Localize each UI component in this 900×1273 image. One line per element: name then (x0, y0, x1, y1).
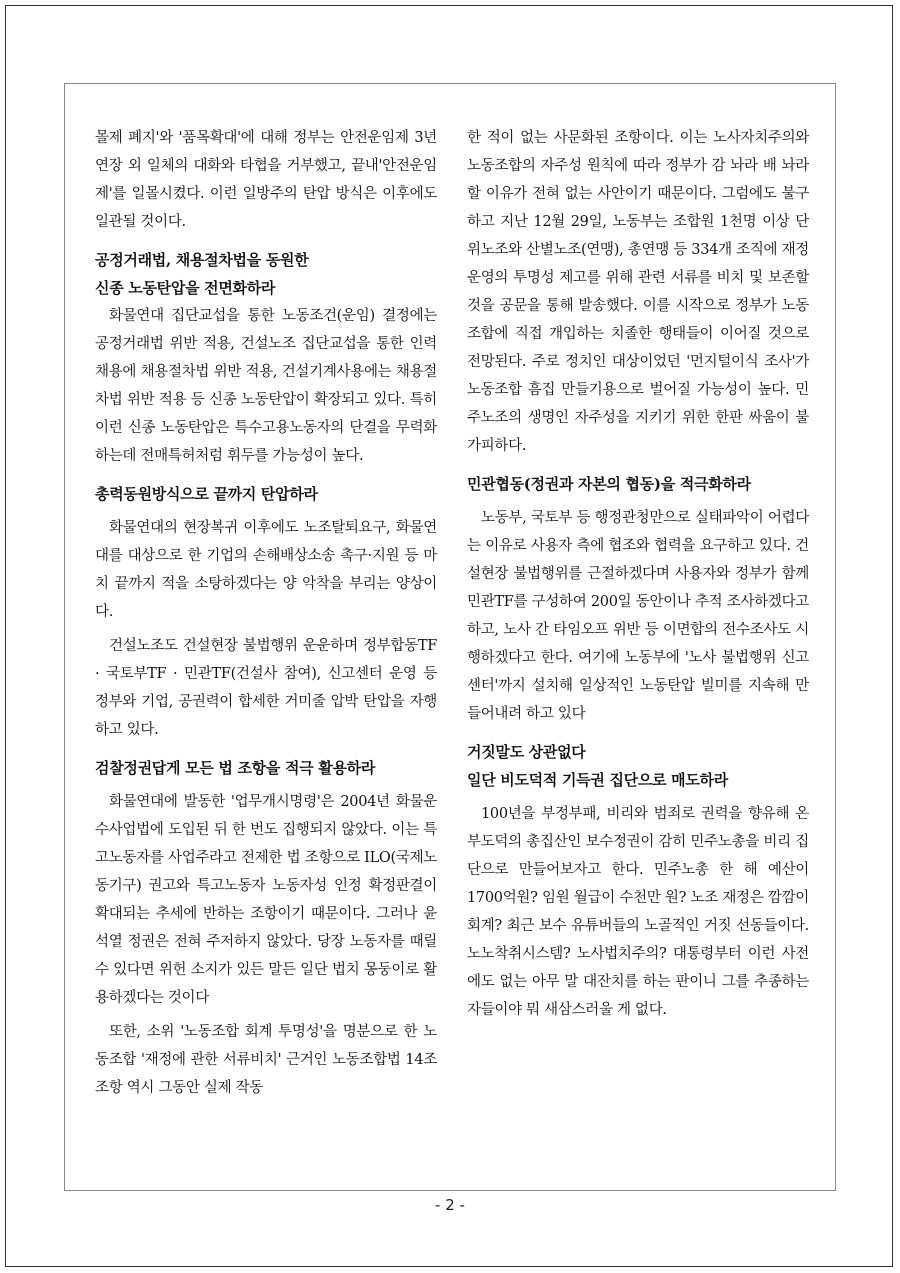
section-heading (467, 738, 809, 794)
paragraph: 화물연대에 발동한 '업무개시명령'은 2004년 화물운수사업법에 도입된 뒤 한 번도 집행되지 않았다. 이는 특고노동자를 사업주라고 전제한 법 조항으로 ILO(국제노동기구) 권고와 특고노동자 노동자성 인정 확정판결이 확대되는 추세에 반하는 조항이기 때문이다. 그러나 윤석열 정권은 전혀 주저하지 않았다. 당장 노동자를 때릴 수 있다면 위헌 소지가 있든 말든 일단 법치 몽둥이로 활용하겠다는 것이다 (95, 794, 437, 1006)
paragraph: 한 적이 없는 사문화된 조항이다. 이는 노사자치주의와 노동조합의 자주성 원칙에 따라 정부가 감 놔라 배 놔라 할 이유가 전혀 없는 사안이기 때문이다. 그럼에도 불구하고 지난 12월 29일, 노동부는 조합원 1천명 이상 단위노조와 산별노조(연맹), 총연맹 등 334개 조직에 재정운영의 투명성 제고를 위해 관련 서류를 비치 및 보존할 것을 공문을 통해 발송했다. 이를 시작으로 정부가 노동조합에 직접 개입하는 치졸한 행태들이 이어질 것으로 전망된다. 주로 정치인 대상이었던 '먼지털이식 조사'가 노동조합 흠집 만들기용으로 벌어질 가능성이 높다. 민주노조의 생명인 자주성을 지키기 위한 한판 싸움이 불가피하다. (467, 130, 809, 454)
heading-line: 신종 노동탄압을 전면화하라 (95, 279, 276, 297)
section-heading: 검찰정권답게 모든 법 조항을 적극 활용하라 (95, 759, 376, 777)
heading-line: 공정거래법, 채용절차법을 동원한 (95, 251, 309, 269)
heading-line: 거짓말도 상관없다 (467, 743, 586, 761)
paragraph: 또한, 소위 '노동조합 회계 투명성'을 명분으로 한 노동조합 '재정에 관한 서류비치' 근거인 노동조합법 14조 조항 역시 그동안 실제 작동 (95, 1024, 437, 1096)
paragraph: 건설노조도 건설현장 불법행위 운운하며 정부합동TF · 국토부TF · 민관TF(건설사 참여), 신고센터 운영 등 정부와 기업, 공권력이 합세한 거미줄 압박 탄압을 자행하고 있다. (95, 638, 437, 738)
right-column (467, 124, 809, 1024)
paragraph: 몰제 폐지'와 '품목확대'에 대해 정부는 안전운임제 3년 연장 외 일체의 대화와 타협을 거부했고, 끝내'안전운임제'를 일몰시켰다. 이런 일방주의 탄압 방식은 이후에도 일관될 것이다. (95, 130, 437, 230)
paragraph: 화물연대의 현장복귀 이후에도 노조탈퇴요구, 화물연대를 대상으로 한 기업의 손해배상소송 촉구·지원 등 마치 끝까지 적을 소탕하겠다는 양 악착을 부리는 양상이다. (95, 520, 437, 620)
section-heading (95, 246, 437, 302)
document-frame (64, 83, 836, 1191)
paragraph: 화물연대 집단교섭을 통한 노동조건(운임) 결정에는 공정거래법 위반 적용, 건설노조 집단교섭을 통한 인력 채용에 채용절차법 위반 적용, 건설기계사용에는 채용절차법 위반 적용 등 신종 노동탄압이 확장되고 있다. 특히 이런 신종 노동탄압은 특수고용노동자의 단결을 무력화하는데 전매특허처럼 휘두를 가능성이 높다. (95, 308, 437, 464)
section-heading: 총력동원방식으로 끝까지 탄압하라 (95, 485, 318, 503)
left-column (95, 124, 437, 1102)
paragraph: 100년을 부정부패, 비리와 범죄로 권력을 향유해 온 부도덕의 총집산인 보수정권이 감히 민주노총을 비리 집단으로 만들어보자고 한다. 민주노총 한 해 예산이 1700억원? 임원 월급이 수천만 원? 노조 재정은 깜깜이 회계? 최근 보수 유튜버들의 노골적인 거짓 선동들이다. 노노착취시스템? 노사법치주의? 대통령부터 이런 사전에도 없는 아무 말 대잔치를 하는 판이니 그를 추종하는 자들이야 뭐 새삼스러울 게 없다. (467, 806, 809, 1018)
section-heading: 민관협동(정권과 자본의 협동)을 적극화하라 (467, 475, 751, 493)
paragraph: 노동부, 국토부 등 행정관청만으로 실태파악이 어렵다는 이유로 사용자 측에 협조와 협력을 요구하고 있다. 건설현장 불법행위를 근절하겠다며 사용자와 정부가 함께 민관TF를 구성하여 200일 동안이나 추적 조사하겠다고 하고, 노사 간 타임오프 위반 등 이면합의 전수조사도 시행하겠다고 한다. 여기에 노동부에 '노사 불법행위 신고센터'까지 설치해 일상적인 노동탄압 빌미를 지속해 만들어내려 하고 있다 (467, 510, 809, 722)
page-number: - 2 - (435, 1196, 465, 1214)
heading-line: 일단 비도덕적 기득권 집단으로 매도하라 (467, 771, 728, 789)
